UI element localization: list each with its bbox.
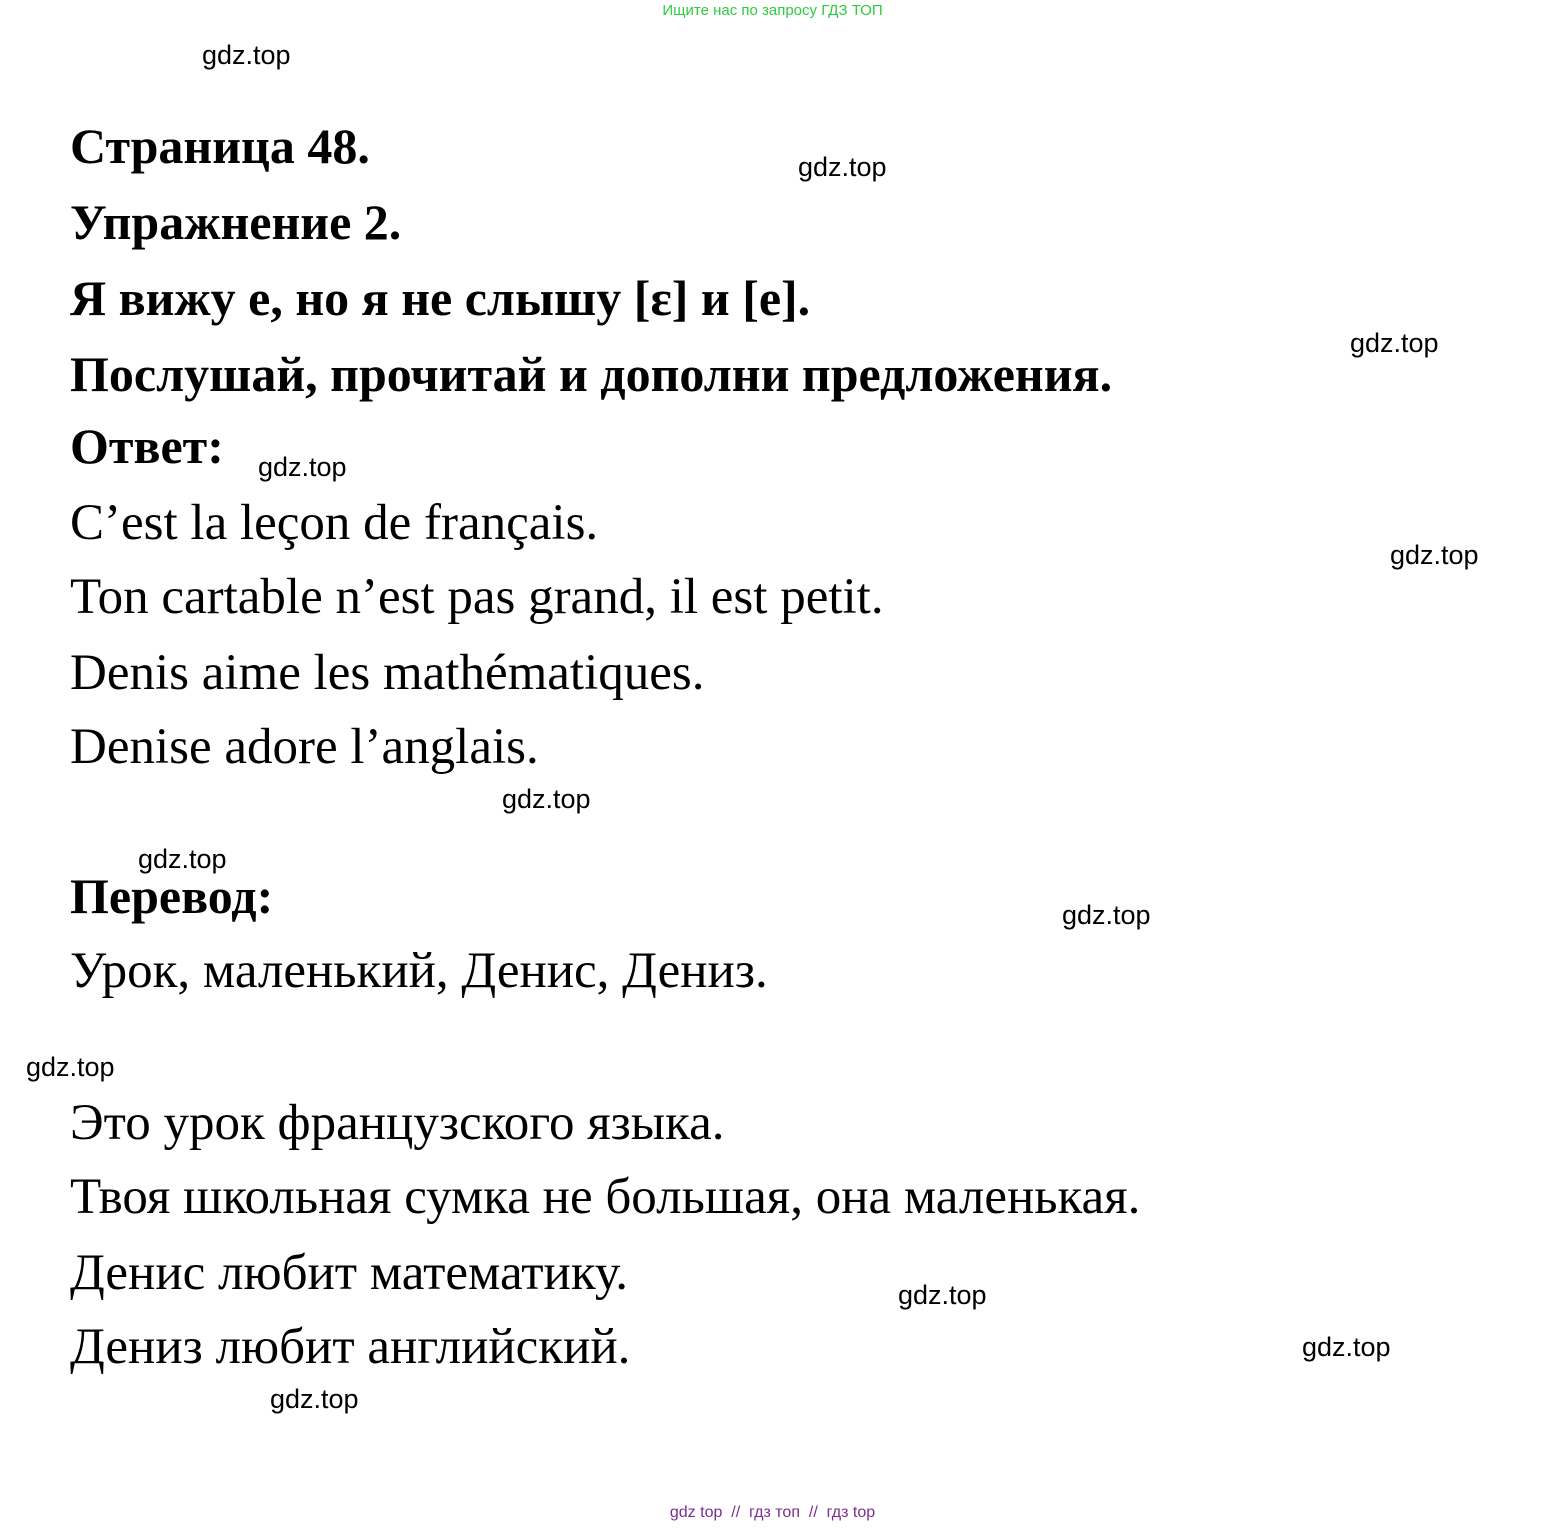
answer-label: Ответ: — [70, 418, 224, 474]
watermark: gdz.top — [270, 1384, 359, 1414]
translation-line: Дениз любит английский. — [70, 1319, 631, 1375]
watermark: gdz.top — [1302, 1332, 1391, 1362]
top-banner: Ищите нас по запросу ГДЗ ТОП — [662, 2, 883, 19]
watermark: gdz.top — [898, 1280, 987, 1310]
watermark: gdz.top — [258, 452, 347, 482]
task-line-1: Я вижу e, но я не слышу [ɛ] и [e]. — [70, 270, 811, 326]
translation-label: Перевод: — [70, 868, 274, 924]
answer-line: Denise adore l’anglais. — [70, 719, 539, 775]
watermark: gdz.top — [138, 844, 227, 874]
translation-line: Твоя школьная сумка не большая, она маленькая. — [70, 1169, 1141, 1225]
exercise-title: Упражнение 2. — [70, 194, 402, 250]
watermark: gdz.top — [26, 1052, 115, 1082]
translation-line: Это урок французского языка. — [70, 1095, 725, 1151]
watermark: gdz.top — [798, 152, 887, 182]
answer-line: Ton cartable n’est pas grand, il est petit. — [70, 569, 884, 625]
footer: gdz top // гдз топ // гдз top — [669, 1504, 876, 1521]
translation-line: Денис любит математику. — [70, 1245, 629, 1301]
watermark: gdz.top — [1350, 328, 1439, 358]
watermark: gdz.top — [202, 40, 291, 70]
watermark: gdz.top — [1062, 900, 1151, 930]
watermark: gdz.top — [1390, 540, 1479, 570]
answer-line: Denis aime les mathématiques. — [70, 645, 705, 701]
page-title: Страница 48. — [70, 118, 370, 174]
watermark: gdz.top — [502, 784, 591, 814]
task-line-2: Послушай, прочитай и дополни предложения. — [70, 346, 1113, 402]
translation-words: Урок, маленький, Денис, Дениз. — [70, 943, 768, 999]
answer-line: C’est la leçon de français. — [70, 495, 599, 551]
